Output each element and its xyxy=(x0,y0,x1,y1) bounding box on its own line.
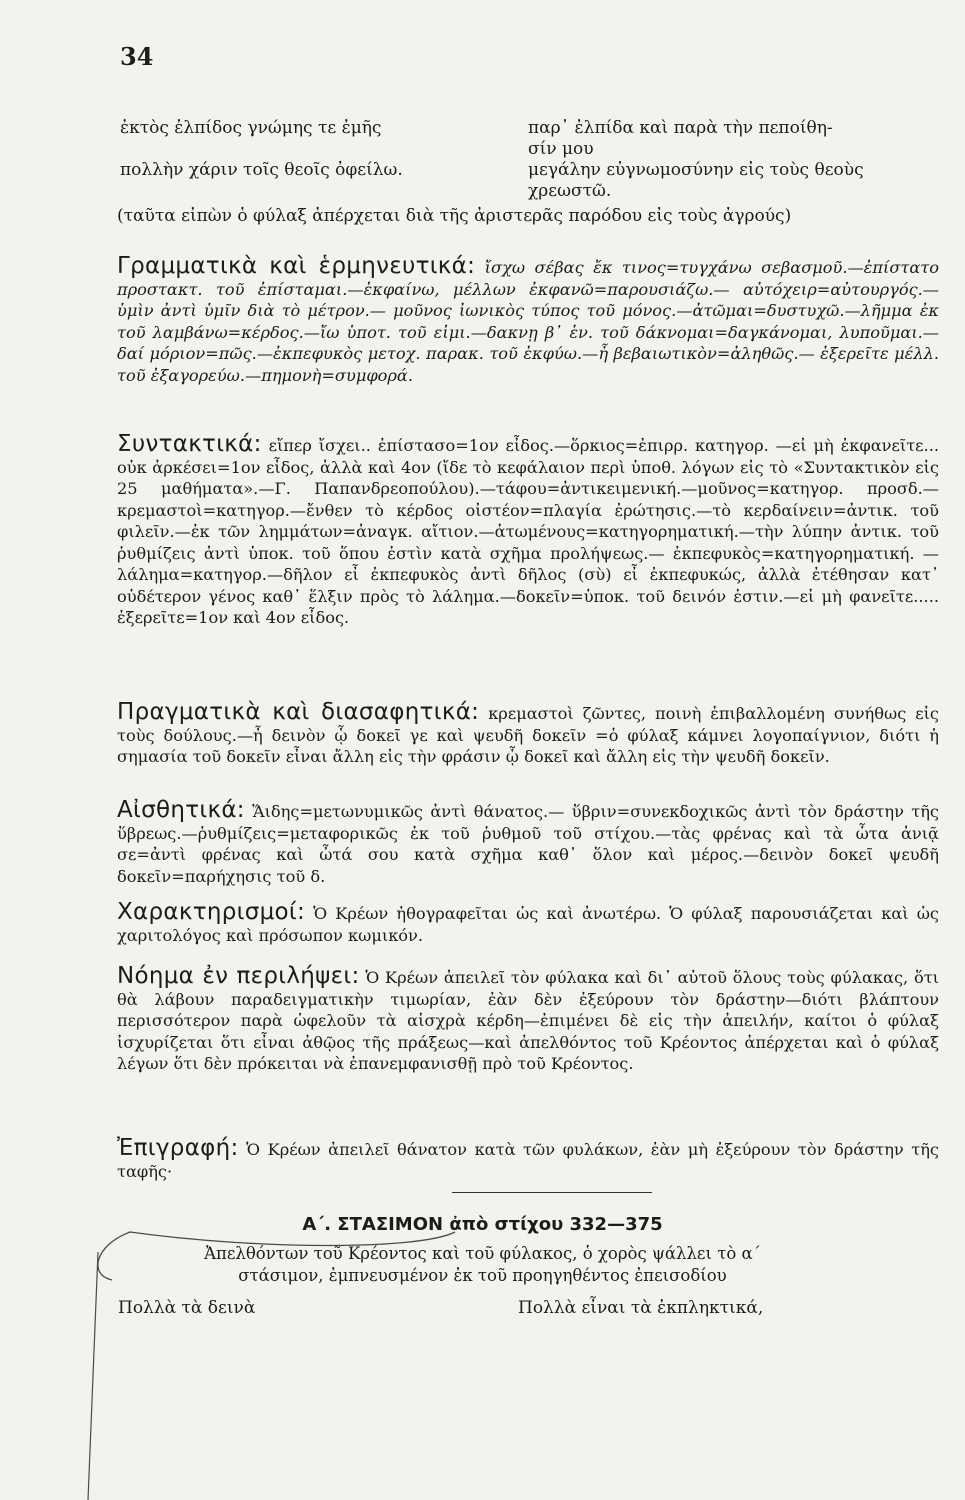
stage-direction: (ταῦτα εἰπὼν ὁ φύλαξ ἀπέρχεται διὰ τῆς ἀριστερᾶς παρόδου εἰς τοὺς ἀγρούς) xyxy=(117,206,792,226)
verse-original: πολλὴν χάριν τοῖς θεοῖς ὀφείλω. xyxy=(120,160,403,180)
section-body: εἴπερ ἴσχει.. ἐπίστασο=1ον εἶδος.—ὅρκιος=ἐπιρρ. κατηγορ. —εἰ μὴ ἐκφανεῖτε... οὐκ ἀρκέσει=1ον εἶδος, ἀλλὰ καὶ 4ον (ἴδε τὸ κεφάλαιον περὶ ὑποθ. λόγων εἰς τὸ «Συντακτικὸν εἰς 25 μαθήματα».—Γ. Παπανδρεοπούλου).—τάφου=ἀντικειμενική.—μοῦνος=κατηγορ. προσδ.— κρεμαστοὶ=κατηγορ.—ἔνθεν τὸ κέρδος οἰστέον=πλαγία ἐρώτησις.—τὸ κερδαίνειν=ἀντικ. τοῦ φιλεῖν.—ἐκ τῶν λημμάτων=ἀναγκ. αἴτιον.—ἀτωμένους=κατηγορηματική.—τὴν λύπην ἀντικ. τοῦ ῥυθμίζεις ἀντὶ ὑποκ. τοῦ ὅπου ἐστὶν κατὰ σχῆμα προλήψεως.— ἐκπεφυκὸς=κατηγορηματική. —λάλημα=κατηγορ.—δῆλον εἶ ἐκπεφυκὸς ἀντὶ δῆλος (σὺ) εἶ ἐκπεφυκώς, ἀλλὰ ἐτέθησαν κατ᾽ οὐδέτερον γένος καθ᾽ ἕλξιν πρὸς τὸ λάλημα.—δοκεῖν=ὑποκ. τοῦ δεινόν ἐστιν.—εἰ μὴ φανεῖτε..... ἐξερεῖτε=1ον καὶ 4ον εἶδος. xyxy=(117,436,939,627)
verse-translation: μεγάλην εὐγνωμοσύνην εἰς τοὺς θεοὺς xyxy=(528,160,864,180)
stasimon-description: Ἀπελθόντων τοῦ Κρέοντος καὶ τοῦ φύλακος, ὁ χορὸς ψάλλει τὸ α΄ xyxy=(204,1244,761,1263)
verse-original: Πολλὰ τὰ δεινὰ xyxy=(118,1298,256,1318)
section-body: Ὁ Κρέων ἠθογραφεῖται ὡς καὶ ἀνωτέρω. Ὁ φύλαξ παρουσιάζεται καὶ ὡς χαριτολόγος καὶ πρόσωπον κωμικόν. xyxy=(117,904,939,945)
verse-translation: σίν μου xyxy=(528,139,594,159)
stasimon-title: Α΄. ΣΤΑΣΙΜΟΝ ἀπὸ στίχου 332—375 xyxy=(302,1214,663,1235)
section-pragmatika: Πραγματικὰ καὶ διασαφητικά: κρεμαστοὶ ζῶντες, ποινὴ ἐπιβαλλομένη συνήθως εἰς τοὺς δούλους.—ἦ δεινὸν ᾧ δοκεῖ γε καὶ ψευδῆ δοκεῖν =ὁ φύλαξ κάμνει λογοπαίγνιον, διότι ἡ σημασία τοῦ δοκεῖν εἶναι ἄλλη εἰς τὴν φράσιν ᾧ δοκεῖ καὶ ἄλλη εἰς τὴν ψευδῆ δοκεῖν. xyxy=(117,699,939,766)
section-noima: Νόημα ἐν περιλήψει: Ὁ Κρέων ἀπειλεῖ τὸν φύλακα καὶ δι᾽ αὐτοῦ ὅλους τοὺς φύλακας, ὅτι θὰ λάβουν παραδειγματικὴν τιμωρίαν, ἐὰν δὲν ἐξεύρουν τὸν δράστην—διότι βλάπτουν περισσότερον παρὰ ὠφελοῦν τὰ αἰσχρὰ κέρδη—ἐπιμένει δὲ εἰς τὴν ἀπειλήν, καίτοι ὁ φύλαξ ἰσχυρίζεται ὅτι εἶναι ἀθῷος τῆς πράξεως—καὶ ἀπελθόντος τοῦ Κρέοντος ἀπέρχεται καὶ ὁ φύλαξ λέγων ὅτι δὲν πρόκειται νὰ ἐπανεμφανισθῇ πρὸ τοῦ Κρέοντος. xyxy=(117,963,939,1073)
section-heading: Συντακτικά xyxy=(117,431,254,457)
verse-original: ἐκτὸς ἐλπίδος γνώμης τε ἐμῆς xyxy=(120,118,382,138)
section-charaktirismoi: Χαρακτηρισμοί: Ὁ Κρέων ἠθογραφεῖται ὡς καὶ ἀνωτέρω. Ὁ φύλαξ παρουσιάζεται καὶ ὡς χαριτολόγος καὶ πρόσωπον κωμικόν. xyxy=(117,899,939,945)
section-body: Ἅιδης=μετωνυμικῶς ἀντὶ θάνατος.— ὕβριν=συνεκδοχικῶς ἀντὶ τὸν δράστην τῆς ὕβρεως.—ῥυθμίζεις=μεταφορικῶς ἐκ τοῦ ῥυθμοῦ τοῦ στίχου.—τὰς φρένας καὶ τὰ ὦτα ἀνιᾷ σε=ἀντὶ φρένας καὶ ὦτά σου κατὰ σχῆμα καθ᾽ ὅλον καὶ μέρος.—δεινὸν δοκεῖ ψευδῆ δοκεῖν=παρήχησις τοῦ δ. xyxy=(117,802,939,886)
section-epigrafi: Ἐπιγραφή: Ὁ Κρέων ἀπειλεῖ θάνατον κατὰ τῶν φυλάκων, ἐὰν μὴ ἐξεύρουν τὸν δράστην τῆς ταφῆς· xyxy=(117,1135,939,1181)
section-body: ἴσχω σέβας ἔκ τινος=τυγχάνω σεβασμοῦ.—ἐπίστατο προστακτ. τοῦ ἐπίσταμαι.—ἐκφαίνω, μέλλων ἐκφανῶ=παρουσιάζω.— αὐτόχειρ=αὐτουργός.— ὑμὶν ἀντὶ ὑμῖν διὰ τὸ μέτρον.— μοῦνος ἰωνικὸς τύπος τοῦ μόνος.—ἀτῶμαι=δυστυχῶ.—λῆμμα ἐκ τοῦ λαμβάνω=κέρδος.—ἴω ὑποτ. τοῦ εἰμι.—δακνῃ β᾽ ἑν. τοῦ δάκνομαι=δαγκάνομαι, λυποῦμαι.—δαί μόριον=πῶς.—ἐκπεφυκὸς μετοχ. παρακ. τοῦ ἐκφύω.—ἦ βεβαιωτικὸν=ἀληθῶς.— ἐξερεῖτε μέλλ. τοῦ ἐξαγορεύω.—πημονὴ=συμφορά. xyxy=(117,258,939,385)
section-body: Ὁ Κρέων ἀπειλεῖ τὸν φύλακα καὶ δι᾽ αὐτοῦ ὅλους τοὺς φύλακας, ὅτι θὰ λάβουν παραδειγματικὴν τιμωρίαν, ἐὰν δὲν ἐξεύρουν τὸν δράστην—διότι βλάπτουν περισσότερον παρὰ ὠφελοῦν τὰ αἰσχρὰ κέρδη—ἐπιμένει δὲ εἰς τὴν ἀπειλήν, καίτοι ὁ φύλαξ ἰσχυρίζεται ὅτι εἶναι ἀθῷος τῆς πράξεως—καὶ ἀπελθόντος τοῦ Κρέοντος ἀπέρχεται καὶ ὁ φύλαξ λέγων ὅτι δὲν πρόκειται νὰ ἐπανεμφανισθῇ πρὸ τοῦ Κρέοντος. xyxy=(117,968,939,1073)
section-heading: Γραμματικὰ καὶ ἑρμηνευτικά xyxy=(117,253,468,279)
section-heading: Χαρακτηρισμοί xyxy=(117,899,298,925)
section-syntaktika: Συντακτικά: εἴπερ ἴσχει.. ἐπίστασο=1ον εἶδος.—ὅρκιος=ἐπιρρ. κατηγορ. —εἰ μὴ ἐκφανεῖτε... οὐκ ἀρκέσει=1ον εἶδος, ἀλλὰ καὶ 4ον (ἴδε τὸ κεφάλαιον περὶ ὑποθ. λόγων εἰς τὸ «Συντακτικὸν εἰς 25 μαθήματα».—Γ. Παπανδρεοπούλου).—τάφου=ἀντικειμενική.—μοῦνος=κατηγορ. προσδ.— κρεμαστοὶ=κατηγορ.—ἔνθεν τὸ κέρδος οἰστέον=πλαγία ἐρώτησις.—τὸ κερδαίνειν=ἀντικ. τοῦ φιλεῖν.—ἐκ τῶν λημμάτων=ἀναγκ. αἴτιον.—ἀτωμένους=κατηγορηματική.—τὴν λύπην ἀντικ. τοῦ ῥυθμίζεις ἀντὶ ὑποκ. τοῦ ὅπου ἐστὶν κατὰ σχῆμα προλήψεως.— ἐκπεφυκὸς=κατηγορηματική. —λάλημα=κατηγορ.—δῆλον εἶ ἐκπεφυκὸς ἀντὶ δῆλος (σὺ) εἶ ἐκπεφυκώς, ἀλλὰ ἐτέθησαν κατ᾽ οὐδέτερον γένος καθ᾽ ἕλξιν πρὸς τὸ λάλημα.—δοκεῖν=ὑποκ. τοῦ δεινόν ἐστιν.—εἰ μὴ φανεῖτε..... ἐξερεῖτε=1ον καὶ 4ον εἶδος. xyxy=(117,431,939,627)
section-body: κρεμαστοὶ ζῶντες, ποινὴ ἐπιβαλλομένη συνήθως εἰς τοὺς δούλους.—ἦ δεινὸν ᾧ δοκεῖ γε καὶ ψευδῆ δοκεῖν =ὁ φύλαξ κάμνει λογοπαίγνιον, διότι ἡ σημασία τοῦ δοκεῖν εἶναι ἄλλη εἰς τὴν φράσιν ᾧ δοκεῖ καὶ ἄλλη εἰς τὴν ψευδῆ δοκεῖν. xyxy=(117,704,939,766)
section-body: Ὁ Κρέων ἀπειλεῖ θάνατον κατὰ τῶν φυλάκων, ἐὰν μὴ ἐξεύρουν τὸν δράστην τῆς ταφῆς· xyxy=(117,1140,939,1181)
section-aisthitika: Αἰσθητικά: Ἅιδης=μετωνυμικῶς ἀντὶ θάνατος.— ὕβριν=συνεκδοχικῶς ἀντὶ τὸν δράστην τῆς ὕβρεως.—ῥυθμίζεις=μεταφορικῶς ἐκ τοῦ ῥυθμοῦ τοῦ στίχου.—τὰς φρένας καὶ τὰ ὦτα ἀνιᾷ σε=ἀντὶ φρένας καὶ ὦτά σου κατὰ σχῆμα καθ᾽ ὅλον καὶ μέρος.—δεινὸν δοκεῖ ψευδῆ δοκεῖν=παρήχησις τοῦ δ. xyxy=(117,797,939,886)
section-heading: Νόημα ἐν περιλήψει xyxy=(117,963,352,989)
page-number: 34 xyxy=(120,42,154,71)
section-heading: Πραγματικὰ καὶ διασαφητικά xyxy=(117,699,472,725)
stasimon-description: στάσιμον, ἐμπνευσμένον ἐκ τοῦ προηγηθέντος ἐπεισοδίου xyxy=(238,1266,727,1285)
verse-translation: χρεωστῶ. xyxy=(528,181,612,201)
verse-translation: παρ᾽ ἐλπίδα καὶ παρὰ τὴν πεποίθη- xyxy=(528,118,833,138)
verse-translation: Πολλὰ εἶναι τὰ ἐκπληκτικά, xyxy=(518,1298,764,1318)
section-grammatika: Γραμματικὰ καὶ ἑρμηνευτικά: ἴσχω σέβας ἔκ τινος=τυγχάνω σεβασμοῦ.—ἐπίστατο προστακτ. τοῦ ἐπίσταμαι.—ἐκφαίνω, μέλλων ἐκφανῶ=παρουσιάζω.— αὐτόχειρ=αὐτουργός.— ὑμὶν ἀντὶ ὑμῖν διὰ τὸ μέτρον.— μοῦνος ἰωνικὸς τύπος τοῦ μόνος.—ἀτῶμαι=δυστυχῶ.—λῆμμα ἐκ τοῦ λαμβάνω=κέρδος.—ἴω ὑποτ. τοῦ εἰμι.—δακνῃ β᾽ ἑν. τοῦ δάκνομαι=δαγκάνομαι, λυποῦμαι.—δαί μόριον=πῶς.—ἐκπεφυκὸς μετοχ. παρακ. τοῦ ἐκφύω.—ἦ βεβαιωτικὸν=ἀληθῶς.— ἐξερεῖτε μέλλ. τοῦ ἐξαγορεύω.—πημονὴ=συμφορά. xyxy=(117,253,939,385)
section-heading: Αἰσθητικά xyxy=(117,797,237,823)
section-heading: Ἐπιγραφή xyxy=(117,1135,231,1161)
